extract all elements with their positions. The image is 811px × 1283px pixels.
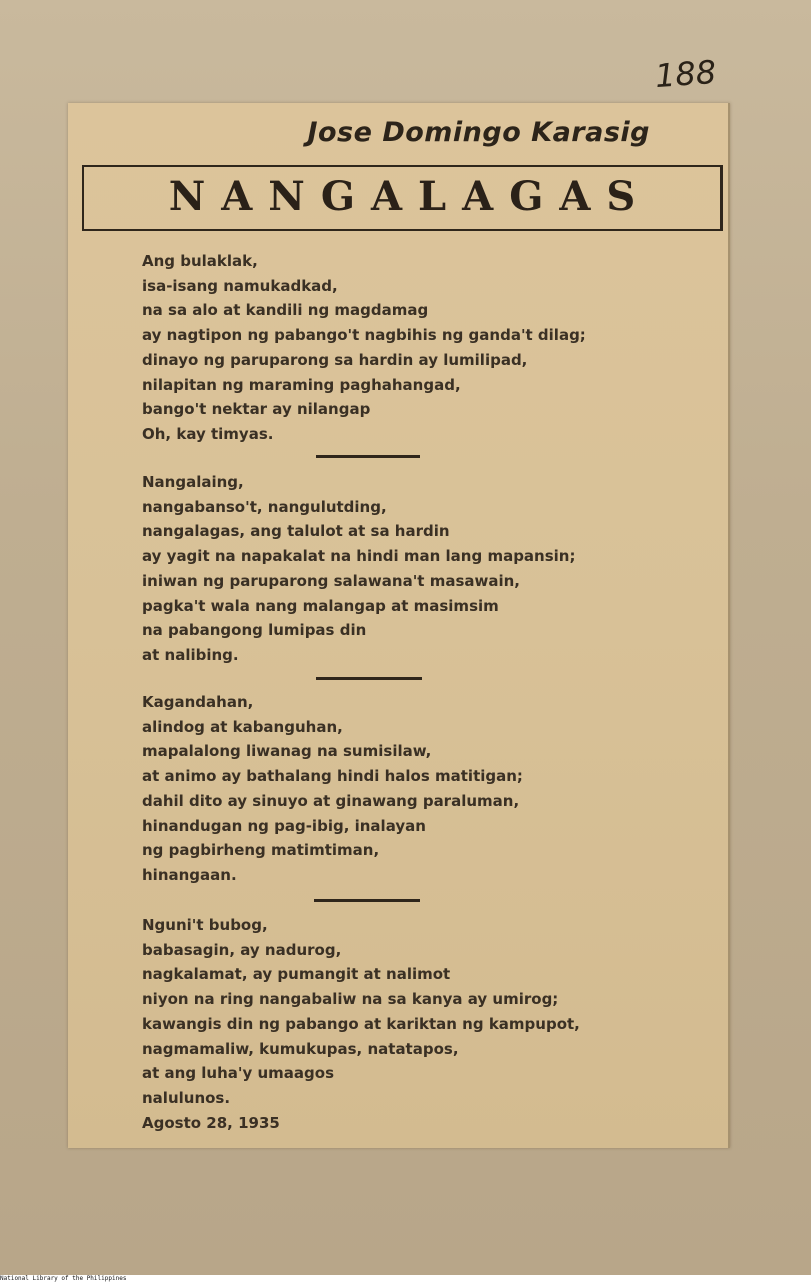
poem-line: mapalalong liwanag na sumisilaw, <box>142 742 432 761</box>
poem-line: nagmamaliw, kumukupas, natatapos, <box>142 1039 459 1058</box>
poem-line: at ang luha'y umaagos <box>142 1064 335 1083</box>
stanza-3 <box>142 690 523 888</box>
stanza-4 <box>142 913 580 1135</box>
stanza-divider <box>316 455 420 458</box>
poem-line: hinangaan. <box>142 865 237 884</box>
poem-line: nilapitan ng maraming paghahangad, <box>142 375 461 394</box>
poem-line: nalulunos. <box>142 1088 231 1107</box>
poem-line: Oh, kay timyas. <box>142 424 274 443</box>
poem-line: dinayo ng paruparong sa hardin ay lumilipad, <box>142 350 528 369</box>
poem-line: nagkalamat, ay pumangit at nalimot <box>142 965 451 984</box>
stanza-divider <box>316 677 422 680</box>
poem-line: at animo ay bathalang hindi halos matitigan; <box>142 767 523 786</box>
poem-line: babasagin, ay nadurog, <box>142 940 342 959</box>
poem-line: na sa alo at kandili ng magdamag <box>142 301 429 320</box>
title-box <box>82 165 723 231</box>
stanza-divider <box>314 899 420 902</box>
poem-line: Nguni't bubog, <box>142 916 268 934</box>
poem-line: niyon na ring nangabaliw na sa kanya ay umirog; <box>142 990 559 1009</box>
library-credit: National Library of the Philippines <box>0 1275 127 1282</box>
poem-line: kawangis din ng pabango at kariktan ng kampupot, <box>142 1014 580 1033</box>
poem-line: Nangalaing, <box>142 473 244 491</box>
poem-line: nangalagas, ang talulot at sa hardin <box>142 522 450 541</box>
poem-line: at nalibing. <box>142 645 239 664</box>
poem-line: alindog at kabanguhan, <box>142 717 343 736</box>
poem-line: na pabangong lumipas din <box>142 621 367 640</box>
newspaper-clipping <box>68 103 730 1148</box>
stanza-2 <box>142 470 575 668</box>
poem-line: isa-isang namukadkad, <box>142 276 338 295</box>
poem-line: ng pagbirheng matimtiman, <box>142 841 380 860</box>
stanza-1 <box>142 249 586 447</box>
page-number: 188 <box>653 52 718 96</box>
poem-line: iniwan ng paruparong salawana't masawain, <box>142 571 520 590</box>
poem-line: dahil dito ay sinuyo at ginawang paraluman, <box>142 791 520 810</box>
poem-line: pagka't wala nang malangap at masimsim <box>142 596 499 615</box>
poem-line: Ang bulaklak, <box>142 252 258 270</box>
poem-line: ay yagit na napakalat na hindi man lang mapansin; <box>142 547 576 566</box>
poem-line: Kagandahan, <box>142 693 254 711</box>
poem-date: Agosto 28, 1935 <box>142 1113 280 1132</box>
author-name: Jose Domingo Karasig <box>307 117 650 148</box>
poem-line: bango't nektar ay nilangap <box>142 400 371 419</box>
poem-line: hinandugan ng pag-ibig, inalayan <box>142 816 426 835</box>
poem-title: NANGALAGAS <box>168 173 652 220</box>
poem-line: nangabanso't, nangulutding, <box>142 497 387 516</box>
poem-line: ay nagtipon ng pabango't nagbihis ng ganda't dilag; <box>142 326 586 345</box>
